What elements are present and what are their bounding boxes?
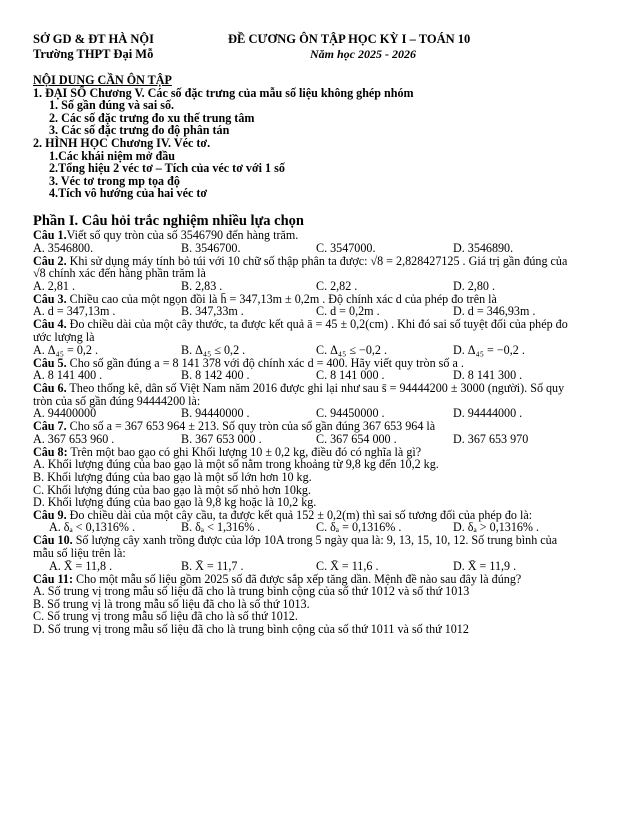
algebra-item: 1. Số gần đúng và sai số. — [49, 98, 175, 113]
option-b: B. 8 142 400 . — [181, 368, 250, 383]
option-d: D. 94444000 . — [453, 406, 523, 421]
option-b: B. 94440000 . — [181, 406, 250, 421]
option-d: D. 2,80 . — [453, 278, 495, 293]
algebra-item: 2. Các số đặc trưng đo xu thế trung tâm — [49, 110, 255, 125]
question-4-options — [33, 344, 611, 357]
question-7-options — [33, 433, 611, 446]
option-c: C. d = 0,2m . — [316, 304, 380, 319]
option-a: A. Số trung vị trong mẫu số liệu đã cho là trung bình cộng của số thứ 1012 và số thứ 1013 — [33, 584, 470, 599]
question-1: Câu 1.Viết số quy tròn của số 3546790 đến hàng trăm. — [33, 227, 299, 242]
option-a: A. Khối lượng đúng của bao gạo là một số nằm trong khoảng từ 9,8 kg đến 10,2 kg. — [33, 457, 439, 472]
geometry-title: 2. HÌNH HỌC Chương IV. Véc tơ. — [33, 135, 211, 150]
option-c: C. Khối lượng đúng của bao gạo là một số nhỏ hơn 10kg. — [33, 482, 311, 497]
question-7: Câu 7. Cho số a = 367 653 964 ± 213. Số quy tròn của số gần đúng 367 653 964 là — [33, 419, 436, 434]
part1-title: Phần I. Câu hỏi trắc nghiệm nhiều lựa chọn — [33, 212, 304, 229]
question-6-options — [33, 407, 611, 420]
option-a: A. 8 141 400 . — [33, 368, 103, 383]
department-name: SỞ GD & ĐT HÀ NỘI — [33, 32, 154, 46]
option-d: D. Số trung vị trong mẫu số liệu đã cho là trung bình cộng của số thứ 1011 và số thứ 1012 — [33, 622, 469, 636]
school-year: Năm học 2025 - 2026 — [310, 47, 416, 61]
option-d: D. Khối lượng đúng của bao gạo là 9,8 kg hoặc là 10,2 kg. — [33, 495, 317, 510]
option-d: D. 367 653 970 — [453, 431, 529, 446]
question-4: Câu 4. Đo chiều dài của một cây thước, ta được kết quả ā = 45 ± 0,2(cm) . Khi đó sai số tuyệt đối của phép đo — [33, 317, 568, 332]
school-name: Trường THPT Đại Mỗ — [33, 47, 154, 61]
option-a: A. 3546800. — [33, 240, 94, 255]
option-b: B. Δ₄₅ ≤ 0,2 . — [181, 342, 246, 357]
option-c: C. 94450000 . — [316, 406, 385, 421]
question-2: Câu 2. Khi sử dụng máy tính bỏ túi với 10 chữ số thập phân ta được: √8 = 2,828427125 . Giá trị gần đúng của — [33, 253, 568, 268]
option-a: A. d = 347,13m . — [33, 304, 116, 319]
question-1-options — [33, 242, 611, 255]
question-10-options — [33, 560, 611, 573]
option-b: B. 347,33m . — [181, 304, 244, 319]
question-8: Câu 8: Trên một bao gạo có ghi Khối lượng 10 ± 0,2 kg, điều đó có nghĩa là gì? — [33, 444, 422, 459]
algebra-item: 3. Các số đặc trưng đo độ phân tán — [49, 123, 230, 138]
option-a: A. X̄ = 11,8 . — [49, 558, 113, 573]
option-c: C. δₐ = 0,1316% . — [316, 520, 402, 535]
geometry-item: 4.Tích vô hướng của hai véc tơ — [49, 186, 208, 201]
question-2-cont: √8 chính xác đến hàng phần trăm là — [33, 266, 206, 281]
option-a: A. 2,81 . — [33, 278, 75, 293]
question-3: Câu 3. Chiều cao của một ngọn đồi là h̄ = 347,13m ± 0,2m . Độ chính xác d của phép đo trên là — [33, 291, 497, 306]
option-d: D. δₐ > 0,1316% . — [453, 520, 540, 535]
header-left — [33, 32, 154, 62]
question-2-options — [33, 280, 611, 293]
algebra-title: 1. ĐẠI SỐ Chương V. Các số đặc trưng của mẫu số liệu không ghép nhóm — [33, 85, 414, 100]
option-b: B. 367 653 000 . — [181, 431, 262, 446]
option-d: D. 3546890. — [453, 240, 514, 255]
question-9: Câu 9. Đo chiều dài của một cây cầu, ta được kết quả 152 ± 0,2(m) thì sai số tương đối của phép đo là: — [33, 507, 533, 522]
option-b: B. 3546700. — [181, 240, 241, 255]
option-b: B. X̄ = 11,7 . — [181, 558, 244, 573]
option-b: B. Khối lượng đúng của bao gạo là một số lớn hơn 10 kg. — [33, 470, 312, 485]
question-11: Câu 11: Cho một mẫu số liệu gồm 2025 số đã được sắp xếp tăng dần. Mệnh đề nào sau đây là đúng? — [33, 571, 522, 586]
question-6-cont: tròn của số gần đúng 94444200 là: — [33, 393, 201, 408]
question-3-options — [33, 305, 611, 318]
header-right — [228, 32, 628, 62]
option-d: D. 8 141 300 . — [453, 368, 523, 383]
geometry-item: 2.Tổng hiệu 2 véc tơ – Tích của véc tơ với 1 số — [49, 161, 285, 176]
option-c: C. Δ₄₅ ≤ −0,2 . — [316, 342, 387, 357]
option-d: D. X̄ = 11,9 . — [453, 558, 517, 573]
option-c: C. 2,82 . — [316, 278, 358, 293]
question-4-cont: ước lượng là — [33, 329, 95, 344]
option-d: D. Δ₄₅ = −0,2 . — [453, 342, 525, 357]
question-5-options — [33, 369, 611, 382]
question-6: Câu 6. Theo thống kê, dân số Việt Nam năm 2016 được ghi lại như sau s̄ = 94444200 ± 3000 (người). Số quy — [33, 381, 565, 396]
question-5: Câu 5. Cho số gần đúng a = 8 141 378 với độ chính xác d = 400. Hãy viết quy tròn số a . — [33, 355, 464, 370]
question-10-cont: mẫu số liệu trên là: — [33, 546, 126, 561]
content-heading: NỘI DUNG CẦN ÔN TẬP — [33, 73, 172, 87]
document-body — [33, 74, 611, 636]
option-a: A. δₐ < 0,1316% . — [49, 520, 136, 535]
geometry-item: 1.Các khái niệm mở đầu — [49, 148, 175, 163]
option-c: C. 8 141 000 . — [316, 368, 385, 383]
option-a: A. Δ₄₅ = 0,2 . — [33, 342, 99, 357]
geometry-item: 3. Véc tơ trong mp tọa độ — [49, 173, 180, 188]
question-9-options — [33, 521, 611, 534]
option-d: D. d = 346,93m . — [453, 304, 536, 319]
option-c: C. 367 654 000 . — [316, 431, 397, 446]
option-a: A. 367 653 960 . — [33, 431, 115, 446]
document-title: ĐỀ CƯƠNG ÔN TẬP HỌC KỲ I – TOÁN 10 — [228, 32, 471, 46]
question-10: Câu 10. Số lượng cây xanh trồng được của lớp 10A trong 5 ngày qua là: 9, 13, 15, 10, 12. Số trung bình của — [33, 533, 558, 548]
option-c: C. Số trung vị trong mẫu số liệu đã cho là số thứ 1012. — [33, 609, 298, 624]
option-c: C. X̄ = 11,6 . — [316, 558, 379, 573]
option-b: B. 2,83 . — [181, 278, 223, 293]
option-a: A. 94400000 — [33, 406, 97, 421]
option-b: B. δₐ < 1,316% . — [181, 520, 261, 535]
option-b: B. Số trung vị là trong mẫu số liệu đã cho là số thứ 1013. — [33, 596, 310, 611]
option-c: C. 3547000. — [316, 240, 376, 255]
